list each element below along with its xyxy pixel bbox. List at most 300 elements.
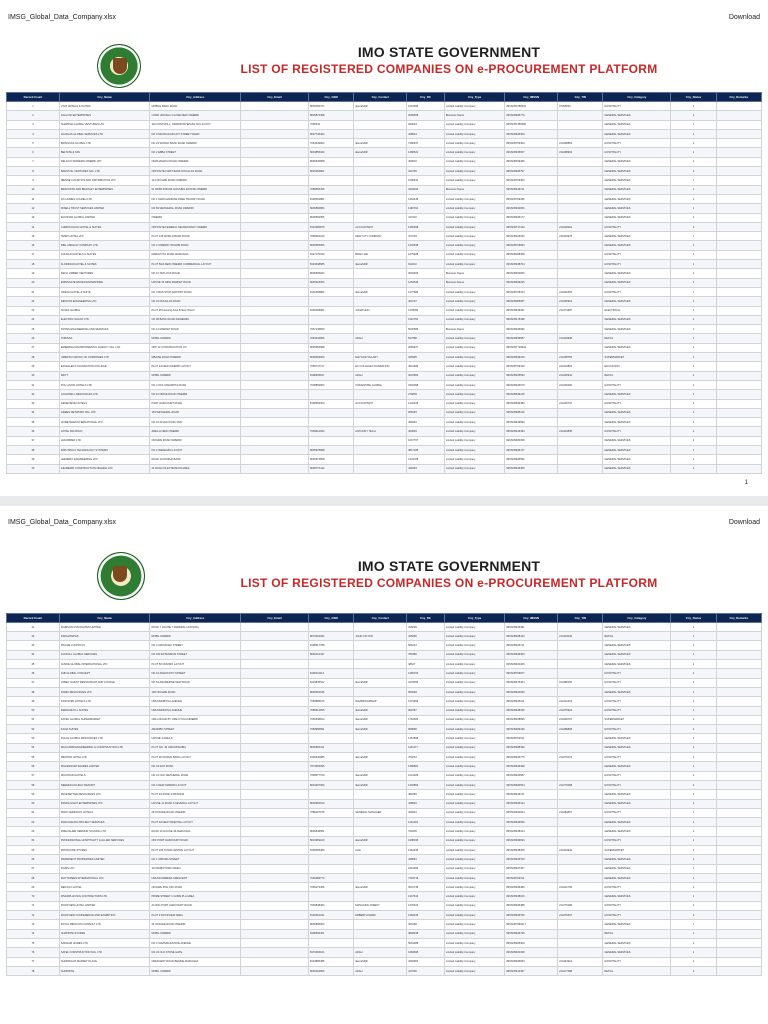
table-cell xyxy=(241,427,309,436)
table-cell xyxy=(716,697,761,706)
table-cell: 8147170040 xyxy=(308,250,353,259)
table-cell: ROAD 16 HOUSE 43 AMAKOHIA xyxy=(150,827,241,836)
table-cell: 1 xyxy=(671,297,716,306)
sheet-page-2 xyxy=(6,540,762,976)
table-cell: 1101177 xyxy=(407,743,445,752)
table-cell: PORT HARCOURT ROAD xyxy=(150,399,241,408)
table-cell: ikamaSDR xyxy=(354,883,407,892)
table-cell: 8036456767 xyxy=(308,102,353,111)
table-cell: IMSSN5464587 xyxy=(505,771,558,780)
table-cell: ECOSTAR GLOBAL LIMITED xyxy=(59,213,150,222)
table-cell: 1347613 xyxy=(407,892,445,901)
table-cell: 959896 xyxy=(407,725,445,734)
table-cell: 1048611 xyxy=(407,176,445,185)
table-cell: GENERAL SERVICES xyxy=(603,129,671,138)
table-cell: PRECIALIER SERMOR STAGING LTD xyxy=(59,827,150,836)
table-cell: 214404978 xyxy=(558,232,603,241)
table-cell: IMSSN5039496 xyxy=(505,157,558,166)
table-cell: IMSSN5496679 xyxy=(505,380,558,389)
table-cell xyxy=(354,873,407,882)
table-cell xyxy=(716,102,761,111)
table-cell xyxy=(716,371,761,380)
table-cell: Limited Liability Company xyxy=(444,753,504,762)
table-cell: GENERAL SERVICES xyxy=(603,418,671,427)
table-cell xyxy=(716,194,761,203)
viewer-bar-top xyxy=(0,0,768,34)
table-cell: 41 xyxy=(7,622,60,631)
table-cell xyxy=(241,408,309,417)
table-cell: PARK VERINCOS HOTELS xyxy=(59,808,150,817)
table-cell: ikamaSDR xyxy=(354,678,407,687)
table-row xyxy=(7,687,762,696)
table-cell: KEDDANHYLL SUITES xyxy=(59,706,150,715)
table-cell xyxy=(716,836,761,845)
table-cell: 75 xyxy=(7,938,60,947)
table-cell: Limited Liability Company xyxy=(444,864,504,873)
table-cell: UMEKWU GROUP OF COMPANIES LTD xyxy=(59,353,150,362)
table-cell: HOSPITALITY xyxy=(603,771,671,780)
table-cell: HOSPITALITY xyxy=(603,753,671,762)
table-cell: 1 xyxy=(671,827,716,836)
table-header-row xyxy=(7,93,762,102)
table-cell: VTAT HOTELS & SUITES xyxy=(59,102,150,111)
table-cell: JOHN VICTOR xyxy=(354,632,407,641)
table-cell: Limited Liability Company xyxy=(444,948,504,957)
table-cell: NEW CITY COMPANY xyxy=(354,232,407,241)
table-cell xyxy=(354,855,407,864)
table-cell xyxy=(308,818,353,827)
table-cell: GENERAL SERVICES xyxy=(603,232,671,241)
table-cell: IMSSN5496799 xyxy=(505,929,558,938)
table-cell: 9 xyxy=(7,176,60,185)
table-cell: PROSOCRE STORES xyxy=(59,846,150,855)
table-cell: 7068885976 xyxy=(308,697,353,706)
table-cell: IMSSN5466703 xyxy=(505,855,558,864)
table-row xyxy=(7,287,762,296)
table-cell xyxy=(241,901,309,910)
table-cell xyxy=(558,660,603,669)
table-cell: 17 xyxy=(7,250,60,259)
table-cell: IBENNE LOGISTICS AND DISTRIBUTION LTD xyxy=(59,176,150,185)
table-row xyxy=(7,390,762,399)
table-cell xyxy=(558,734,603,743)
table-cell: 8036655056 xyxy=(308,241,353,250)
table-cell: IMSSN5706460 xyxy=(505,176,558,185)
table-cell xyxy=(354,241,407,250)
table-cell: 8034855460 xyxy=(308,148,353,157)
table-cell xyxy=(241,929,309,938)
table-cell: ikamaSDR xyxy=(354,771,407,780)
table-cell: GENERAL SERVICES xyxy=(603,920,671,929)
table-cell: 8134845522 xyxy=(308,678,353,687)
table-cell: 24 xyxy=(7,315,60,324)
table-cell: IMSSN5717443 xyxy=(505,222,558,231)
table-cell: 65 xyxy=(7,846,60,855)
table-cell: ikamaSDR xyxy=(354,148,407,157)
table-cell: 214476497 xyxy=(558,911,603,920)
table-cell: Limited Liability Company xyxy=(444,306,504,315)
table-cell: 7066389773 xyxy=(308,873,353,882)
table-cell: IMSSN5495011 xyxy=(505,697,558,706)
table-cell: RETAIL xyxy=(603,929,671,938)
table-cell: IMSSN5468413 xyxy=(505,632,558,641)
table-cell xyxy=(241,232,309,241)
table-cell: IMSSN5488499 xyxy=(505,743,558,752)
table-cell: 1 xyxy=(671,194,716,203)
table-cell: 2083977 xyxy=(407,343,445,352)
table-cell: Limited Liability Company xyxy=(444,241,504,250)
table-cell xyxy=(558,260,603,269)
table-cell: 1373999 xyxy=(407,697,445,706)
table-cell: 6 xyxy=(7,148,60,157)
table-cell: 8138635817 xyxy=(308,371,353,380)
table-cell: 34 xyxy=(7,408,60,417)
table-cell: SUPERMARKET xyxy=(603,846,671,855)
table-cell xyxy=(716,222,761,231)
table-cell: HOSPITALITY xyxy=(603,678,671,687)
table-cell: 463894 xyxy=(407,427,445,436)
table-cell: PRAMINENT PROPERTIES LIMITED xyxy=(59,855,150,864)
table-cell: 1 xyxy=(671,846,716,855)
table-cell: HOSPITALITY xyxy=(603,669,671,678)
download-link[interactable]: Download xyxy=(728,13,760,21)
table-cell: 1 xyxy=(671,139,716,148)
table-cell: 23 xyxy=(7,306,60,315)
table-cell: ikamaSDR xyxy=(354,957,407,966)
table-cell: 1 xyxy=(671,799,716,808)
table-cell: ikamaSDR xyxy=(354,753,407,762)
table-cell: 73 xyxy=(7,920,60,929)
table-cell: 7480637 xyxy=(407,139,445,148)
table-cell: FLORIDIAN HOTEL & SUITES xyxy=(59,260,150,269)
table-row xyxy=(7,734,762,743)
table-cell xyxy=(558,864,603,873)
table-cell xyxy=(558,827,603,836)
table-cell xyxy=(716,380,761,389)
table-cell xyxy=(716,260,761,269)
table-cell: GENERAL SERVICES xyxy=(603,408,671,417)
table-cell: 214429091 xyxy=(558,222,603,231)
table-cell: 1 xyxy=(671,222,716,231)
table-cell: 1 xyxy=(671,334,716,343)
table-row xyxy=(7,176,762,185)
table-cell: OPPOSITE FEDERAL SECRETARIAT OWERRI xyxy=(150,222,241,231)
table-cell: 214404938 xyxy=(558,334,603,343)
table-cell: 464458 xyxy=(407,920,445,929)
table-cell: 12 xyxy=(7,204,60,213)
table-cell xyxy=(558,167,603,176)
table-cell xyxy=(241,315,309,324)
table-cell xyxy=(716,929,761,938)
table-cell: ikamaSDR xyxy=(354,715,407,724)
table-cell: PLOT 94 ZONE 4 PRISONS xyxy=(150,790,241,799)
table-cell: 214474387 xyxy=(558,306,603,315)
table-cell: IMSSN5704511 xyxy=(505,734,558,743)
table-cell xyxy=(716,129,761,138)
table-cell xyxy=(716,808,761,817)
table-cell: 214484567 xyxy=(558,808,603,817)
table-cell: 18 xyxy=(7,260,60,269)
table-cell: 214444913 xyxy=(558,957,603,966)
table-cell xyxy=(558,157,603,166)
table-cell: IMSSN5469195 xyxy=(505,278,558,287)
column-header: Record Count xyxy=(7,93,60,102)
table-cell: MINELL TRUST SERVICES LIMITED xyxy=(59,204,150,213)
table-cell: 8035978898 xyxy=(308,445,353,454)
table-cell: 1 xyxy=(671,706,716,715)
table-cell: Limited Liability Company xyxy=(444,464,504,473)
table-cell: NO 9 SAMSAM ESTATE AVENUE xyxy=(150,938,241,947)
table-cell: IMSSN5496093 xyxy=(505,957,558,966)
table-cell: KOLLE GLOBAL RESOURCES LTD xyxy=(59,734,150,743)
table-cell: 8034497053 xyxy=(308,780,353,789)
table-cell xyxy=(354,818,407,827)
table-cell: 5040586 xyxy=(407,325,445,334)
table-cell: 8138617788 xyxy=(308,641,353,650)
table-cell: 1 xyxy=(671,929,716,938)
table-cell: IMSSN5486409 xyxy=(505,938,558,947)
table-cell: ROCKVIEW HOTEL LIMITED xyxy=(59,901,150,910)
table-cell: KASTAVEN HOTELS LTD xyxy=(59,697,150,706)
table-cell xyxy=(716,818,761,827)
table-cell: MBAISE ROAD OWERRI xyxy=(150,353,241,362)
table-cell: 8036866411 xyxy=(308,743,353,752)
table-cell: IMSSN5495057 xyxy=(505,148,558,157)
table-cell: CRESCENT ROAD BESIDE AMAKOHIA xyxy=(150,957,241,966)
table-cell: HOSPITALITY xyxy=(603,427,671,436)
table-cell xyxy=(716,678,761,687)
table-cell: JAB GLOBAL CONCEPT xyxy=(59,669,150,678)
table-cell: 7089656496 xyxy=(308,185,353,194)
table-cell: 1 xyxy=(671,129,716,138)
table-cell: IMSSN5484564 xyxy=(505,780,558,789)
table-cell xyxy=(558,343,603,352)
table-cell: MILLENNIUM SHARES LIMITED xyxy=(59,762,150,771)
table-cell: Limited Liability Company xyxy=(444,818,504,827)
table-cell: Limited Liability Company xyxy=(444,957,504,966)
table-cell: 1 xyxy=(671,669,716,678)
table-row xyxy=(7,743,762,752)
table-cell: IMSSN5496741 xyxy=(505,790,558,799)
table-cell xyxy=(716,455,761,464)
table-cell xyxy=(558,836,603,845)
table-cell xyxy=(308,892,353,901)
table-cell: GENERAL SERVICES xyxy=(603,278,671,287)
table-cell: 1 xyxy=(671,445,716,454)
table-cell: GENERAL SERVICES xyxy=(603,436,671,445)
table-cell: 44 xyxy=(7,650,60,659)
table-cell: 1 xyxy=(671,632,716,641)
table-cell: MOUNTAIN HOTELS xyxy=(59,771,150,780)
table-cell: EDUCATION xyxy=(603,362,671,371)
table-cell: 8076464944 xyxy=(308,632,353,641)
table-cell: 50 xyxy=(7,706,60,715)
table-cell: IHIAMERIN CONSTRUCTION NIGERIA LTD xyxy=(59,464,150,473)
table-cell xyxy=(558,269,603,278)
table-cell xyxy=(716,353,761,362)
table-cell: RETAIL xyxy=(603,371,671,380)
table-cell xyxy=(241,353,309,362)
table-cell xyxy=(558,650,603,659)
table-cell: 1121494 xyxy=(407,818,445,827)
table-cell: IMSSN5485216 xyxy=(505,408,558,417)
table-cell: Limited Liability Company xyxy=(444,297,504,306)
table-cell: 1 xyxy=(671,362,716,371)
table-cell xyxy=(716,287,761,296)
column-header: Cny_Status xyxy=(671,613,716,622)
table-cell: 1454546 xyxy=(407,278,445,287)
table-cell: Limited Liability Company xyxy=(444,706,504,715)
table-cell: TEMPI HOTEL LTD xyxy=(59,232,150,241)
column-header: Cny_GSM xyxy=(308,93,353,102)
table-cell xyxy=(558,204,603,213)
table-cell: 1 xyxy=(671,102,716,111)
table-cell: SUPERMARKET xyxy=(603,715,671,724)
table-cell: HOSPITALITY xyxy=(603,222,671,231)
table-cell: GENERAL SERVICES xyxy=(603,650,671,659)
table-row xyxy=(7,111,762,120)
column-header: Record Count xyxy=(7,613,60,622)
table-cell: ANTHONY TECH xyxy=(354,427,407,436)
table-cell xyxy=(241,269,309,278)
table-cell xyxy=(716,948,761,957)
table-cell: DIEL ASPHALT COMPANY LTD xyxy=(59,241,150,250)
table-cell: 14 xyxy=(7,222,60,231)
table-cell: 1 xyxy=(671,241,716,250)
table-cell: ROAD 19 WORLD BANK xyxy=(150,455,241,464)
table-cell xyxy=(354,325,407,334)
table-cell: GENERAL SERVICES xyxy=(603,455,671,464)
download-link-second[interactable]: Download xyxy=(728,519,760,527)
table-cell xyxy=(716,901,761,910)
table-cell: 8036456861 xyxy=(308,167,353,176)
table-cell: MOBIL OWERRI xyxy=(150,929,241,938)
table-cell: Business Name xyxy=(444,269,504,278)
table-cell: PARA MALPHI PROJECT SERVICES xyxy=(59,818,150,827)
table-cell xyxy=(241,780,309,789)
table-cell xyxy=(354,390,407,399)
table-row xyxy=(7,455,762,464)
column-header: Cny_Email xyxy=(241,613,309,622)
table-cell: GENEVIEVE HOTELS xyxy=(59,399,150,408)
table-cell: 5 xyxy=(7,139,60,148)
table-row xyxy=(7,771,762,780)
table-cell xyxy=(716,762,761,771)
table-cell: 1480521 xyxy=(407,148,445,157)
table-cell xyxy=(241,808,309,817)
table-cell: 448681 xyxy=(407,855,445,864)
table-cell: NO 1 OBIOMA STREET xyxy=(150,855,241,864)
table-cell: 214415797 xyxy=(558,399,603,408)
table-cell: 46 xyxy=(7,669,60,678)
table-cell: IMSSN5496990 xyxy=(505,325,558,334)
table-cell: IMSSN5496498 xyxy=(505,762,558,771)
table-cell: 7089497978 xyxy=(308,808,353,817)
table-cell: 214477088 xyxy=(558,966,603,975)
table-row xyxy=(7,371,762,380)
table-cell xyxy=(354,864,407,873)
table-cell: 8037746464 xyxy=(308,129,353,138)
table-cell: 39 xyxy=(7,455,60,464)
table-cell: 8136640985 xyxy=(308,753,353,762)
table-row xyxy=(7,873,762,882)
table-cell xyxy=(241,790,309,799)
table-cell: IMSSN57966417 xyxy=(505,920,558,929)
table-row xyxy=(7,445,762,454)
table-cell: 954648 xyxy=(407,687,445,696)
table-cell: Limited Liability Company xyxy=(444,687,504,696)
table-cell: 8 xyxy=(7,167,60,176)
table-cell xyxy=(241,148,309,157)
table-row xyxy=(7,780,762,789)
table-cell xyxy=(241,743,309,752)
table-cell: IMSSN5496893 xyxy=(505,418,558,427)
table-cell xyxy=(354,938,407,947)
table-cell xyxy=(354,167,407,176)
table-cell: ikamaSDR xyxy=(354,780,407,789)
table-cell xyxy=(354,920,407,929)
table-cell xyxy=(241,948,309,957)
table-cell xyxy=(558,390,603,399)
table-cell xyxy=(308,660,353,669)
table-cell xyxy=(716,232,761,241)
table-cell: 1 xyxy=(671,148,716,157)
table-cell: IMSSN5098458 xyxy=(505,250,558,259)
table-cell: 1 xyxy=(671,353,716,362)
table-cell: OFF PORT HARCOURT ROAD xyxy=(150,836,241,845)
table-cell xyxy=(558,185,603,194)
table-cell: Limited Liability Company xyxy=(444,418,504,427)
table-cell xyxy=(241,706,309,715)
table-cell: GENERAL SERVICES xyxy=(603,167,671,176)
table-cell: 8138131114 xyxy=(308,669,353,678)
table-row xyxy=(7,315,762,324)
table-row xyxy=(7,204,762,213)
table-row xyxy=(7,269,762,278)
column-header: Cny_Category xyxy=(603,93,671,102)
table-cell: HOUSE 11 ROAD 6 SEVERAL LAYOUT xyxy=(150,799,241,808)
table-cell xyxy=(716,790,761,799)
table-cell: Limited Liability Company xyxy=(444,762,504,771)
table-cell: 8034969163 xyxy=(308,836,353,845)
table-cell: 8036569956 xyxy=(308,213,353,222)
table-cell: 214488155 xyxy=(558,678,603,687)
table-cell xyxy=(241,883,309,892)
table-cell: MAYGOD VILLARY xyxy=(354,353,407,362)
table-cell: Business Name xyxy=(444,278,504,287)
table-cell xyxy=(241,827,309,836)
table-cell xyxy=(716,883,761,892)
table-cell: AMARIBO STREET xyxy=(150,725,241,734)
table-cell xyxy=(241,418,309,427)
table-row xyxy=(7,827,762,836)
table-cell: IMSSN5497467 xyxy=(505,864,558,873)
table-cell xyxy=(558,120,603,129)
table-cell: 8036664646 xyxy=(308,687,353,696)
table-cell: 58 xyxy=(7,780,60,789)
table-cell: 138 OKIGWE ROAD xyxy=(150,687,241,696)
table-cell: IMPUTROLS TECHNOLOGY SYSTEMS xyxy=(59,445,150,454)
table-cell xyxy=(716,641,761,650)
table-cell xyxy=(308,408,353,417)
table-cell: MARAVOTO ROAD AMAKOHIA xyxy=(150,250,241,259)
table-cell: GENERAL SERVICES xyxy=(603,790,671,799)
table-cell: IMSSN5465459 xyxy=(505,129,558,138)
table-row xyxy=(7,818,762,827)
table-cell: 8036966613 xyxy=(308,799,353,808)
table-cell: JONATHON xyxy=(354,306,407,315)
table-cell: HOSPITALITY xyxy=(603,957,671,966)
